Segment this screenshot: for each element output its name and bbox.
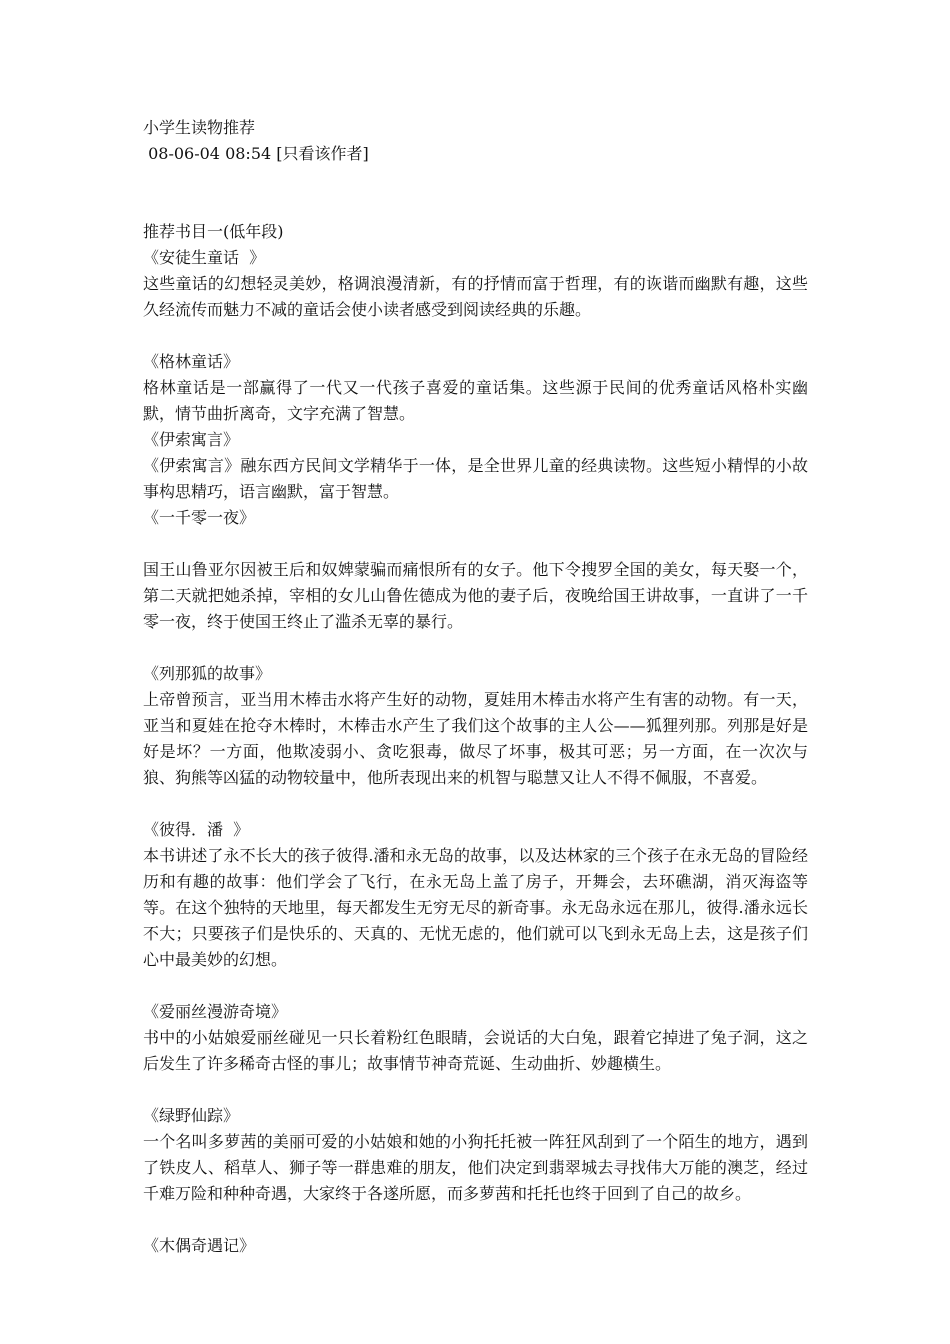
document-body bbox=[143, 115, 808, 1259]
book-title: 《彼得．潘 》 bbox=[143, 820, 250, 839]
book-description: 书中的小姑娘爱丽丝碰见一只长着粉红色眼睛，会说话的大白兔，跟着它掉进了兔子洞，这之后发生了许多稀奇古怪的事儿；故事情节神奇荒诞、生动曲折、妙趣横生。 bbox=[143, 1028, 808, 1073]
book-title: 《绿野仙踪》 bbox=[143, 1106, 240, 1125]
book-description: 本书讲述了永不长大的孩子彼得.潘和永无岛的故事，以及达林家的三个孩子在永无岛的冒险经历和有趣的故事：他们学会了飞行，在永无岛上盖了房子，开舞会，去环礁湖，消灭海盗等等。在这个独特的天地里，每天都发生无穷无尽的新奇事。永无岛永远在那儿，彼得.潘永远长不大；只要孩子们是快乐的、天真的、无忧无虑的，他们就可以飞到永无岛上去，这是孩子们心中最美妙的幻想。 bbox=[143, 846, 808, 969]
book-description: 《伊索寓言》融东西方民间文学精华于一体，是全世界儿童的经典读物。这些短小精悍的小故事构思精巧，语言幽默，富于智慧。 bbox=[143, 456, 808, 501]
spacer bbox=[143, 635, 808, 661]
book-title: 《木偶奇遇记》 bbox=[143, 1236, 256, 1255]
spacer bbox=[143, 167, 808, 219]
book-title: 《列那狐的故事》 bbox=[143, 664, 272, 683]
section-title: 推荐书目一(低年段) bbox=[143, 222, 284, 241]
spacer bbox=[143, 323, 808, 349]
post-meta: 08-06-04 08:54 [只看该作者] bbox=[143, 144, 369, 163]
book-title: 《伊索寓言》 bbox=[143, 430, 240, 449]
spacer bbox=[143, 973, 808, 999]
book-description: 一个名叫多萝茜的美丽可爱的小姑娘和她的小狗托托被一阵狂风刮到了一个陌生的地方，遇到了铁皮人、稻草人、狮子等一群患难的朋友，他们决定到翡翠城去寻找伟大万能的澳芝，经过千难万险和种种奇遇，大家终于各遂所愿，而多萝茜和托托也终于回到了自己的故乡。 bbox=[143, 1132, 808, 1203]
book-description: 这些童话的幻想轻灵美妙，格调浪漫清新，有的抒情而富于哲理，有的诙谐而幽默有趣，这些久经流传而魅力不减的童话会使小读者感受到阅读经典的乐趣。 bbox=[143, 274, 808, 319]
page-title: 小学生读物推荐 bbox=[143, 118, 256, 137]
book-title: 《格林童话》 bbox=[143, 352, 240, 371]
book-description: 格林童话是一部赢得了一代又一代孩子喜爱的童话集。这些源于民间的优秀童话风格朴实幽默，情节曲折离奇，文字充满了智慧。 bbox=[143, 378, 808, 423]
spacer bbox=[143, 1077, 808, 1103]
book-description: 国王山鲁亚尔因被王后和奴婢蒙骗而痛恨所有的女子。他下令搜罗全国的美女，每天娶一个，第二天就把她杀掉，宰相的女儿山鲁佐德成为他的妻子后，夜晚给国王讲故事，一直讲了一千零一夜，终于使国王终止了滥杀无辜的暴行。 bbox=[143, 560, 808, 631]
book-title: 《爱丽丝漫游奇境》 bbox=[143, 1002, 288, 1021]
book-description: 上帝曾预言，亚当用木棒击水将产生好的动物，夏娃用木棒击水将产生有害的动物。有一天，亚当和夏娃在抢夺木棒时，木棒击水产生了我们这个故事的主人公——狐狸列那。列那是好是好是坏？一方面，他欺凌弱小、贪吃狠毒，做尽了坏事，极其可恶；另一方面，在一次次与狼、狗熊等凶猛的动物较量中，他所表现出来的机智与聪慧又让人不得不佩服，不喜爱。 bbox=[143, 690, 808, 787]
spacer bbox=[143, 531, 808, 557]
book-title: 《安徒生童话 》 bbox=[143, 248, 266, 267]
spacer bbox=[143, 1207, 808, 1233]
book-title: 《一千零一夜》 bbox=[143, 508, 256, 527]
spacer bbox=[143, 791, 808, 817]
